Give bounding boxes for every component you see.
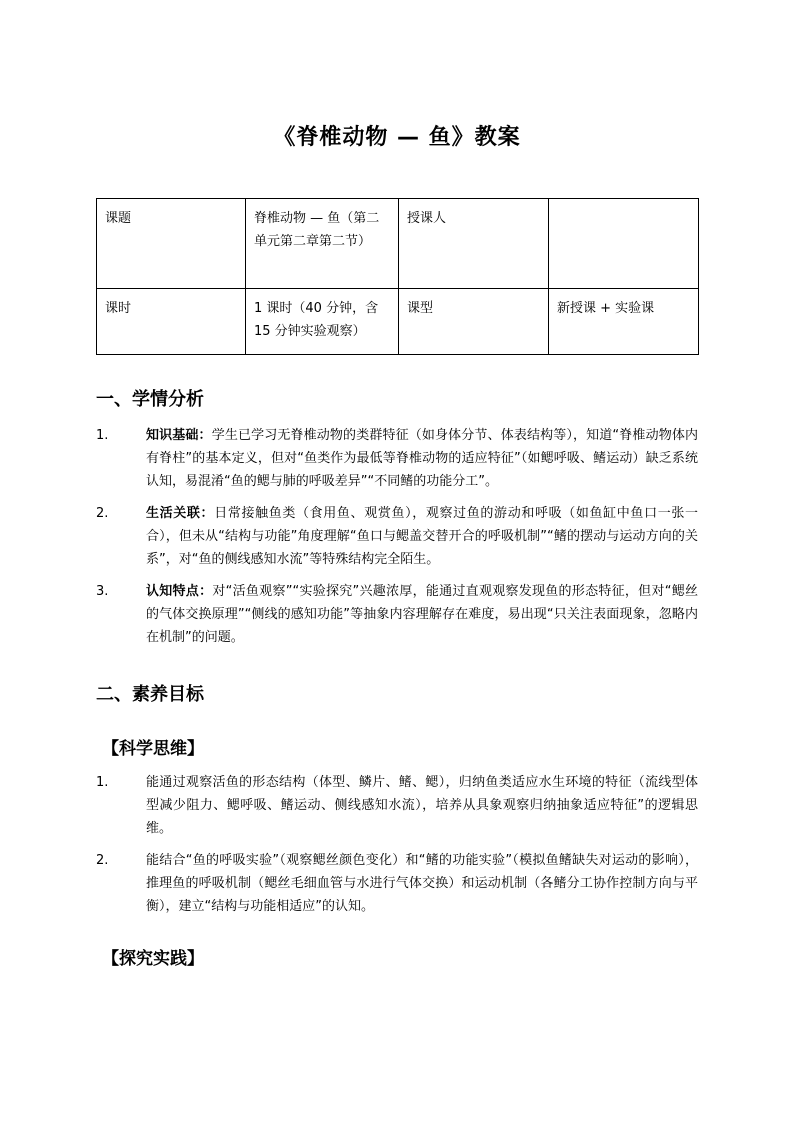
list-item bbox=[96, 771, 698, 840]
table-cell: 授课人 bbox=[399, 199, 549, 289]
table-cell: 课题 bbox=[97, 199, 246, 289]
table-row bbox=[97, 289, 699, 355]
item-label: 知识基础： bbox=[146, 428, 212, 443]
learner-analysis-list bbox=[96, 424, 698, 658]
scientific-thinking-list bbox=[96, 771, 698, 927]
item-label: 认知特点： bbox=[146, 584, 213, 599]
list-number: 2. bbox=[96, 506, 109, 521]
item-text: 能通过观察活鱼的形态结构（体型、鳞片、鳍、鳃），归纳鱼类适应水生环境的特征（流线型体型减少阻力、鳃呼吸、鳍运动、侧线感知水流），培养从具象观察归纳抽象适应特征”的逻辑思维。 bbox=[146, 775, 698, 836]
table-cell bbox=[549, 199, 699, 289]
item-text: 对“活鱼观察”“实验探究”兴趣浓厚，能通过直观观察发现鱼的形态特征，但对“鳃丝的气体交换原理”“侧线的感知功能”等抽象内容理解存在难度，易出现“只关注表面现象，忽略内在机制”的问题。 bbox=[146, 584, 698, 645]
item-text: 能结合“鱼的呼吸实验”（观察鳃丝颜色变化）和“鳍的功能实验”（模拟鱼鳍缺失对运动的影响），推理鱼的呼吸机制（鳃丝毛细血管与水进行气体交换）和运动机制（各鳍分工协作控制方向与平衡），建立“结构与功能相适应”的认知。 bbox=[146, 853, 698, 914]
subsection-heading: 【科学思维】 bbox=[102, 739, 204, 759]
item-label: 生活关联： bbox=[146, 506, 215, 521]
subsection-heading: 【探究实践】 bbox=[102, 949, 204, 969]
list-number: 1. bbox=[96, 775, 109, 790]
table-cell: 新授课 + 实验课 bbox=[549, 289, 699, 355]
document-title: 《脊椎动物 — 鱼》教案 bbox=[273, 125, 521, 150]
list-item bbox=[96, 580, 698, 649]
item-text: 日常接触鱼类（食用鱼、观赏鱼），观察过鱼的游动和呼吸（如鱼缸中鱼口一张一合），但未从“结构与功能”角度理解“鱼口与鳃盖交替开合的呼吸机制”“鳍的摆动与运动方向的关系”，对“鱼的侧线感知水流”等特殊结构完全陌生。 bbox=[146, 506, 698, 567]
list-number: 1. bbox=[96, 428, 109, 443]
list-number: 2. bbox=[96, 853, 109, 868]
table-cell: 课时 bbox=[97, 289, 246, 355]
section-heading: 二、素养目标 bbox=[96, 684, 204, 705]
table-cell: 课型 bbox=[399, 289, 549, 355]
list-number: 3. bbox=[96, 584, 109, 599]
list-item bbox=[96, 502, 698, 571]
lesson-info-table bbox=[96, 198, 699, 355]
section-heading: 一、学情分析 bbox=[96, 389, 204, 410]
list-item bbox=[96, 849, 698, 918]
list-item bbox=[96, 424, 698, 493]
table-cell: 1 课时（40 分钟，含 15 分钟实验观察） bbox=[246, 289, 399, 355]
table-cell: 脊椎动物 — 鱼（第二单元第二章第二节） bbox=[246, 199, 399, 289]
table-row bbox=[97, 199, 699, 289]
item-text: 学生已学习无脊椎动物的类群特征（如身体分节、体表结构等），知道“脊椎动物体内有脊柱”的基本定义，但对“鱼类作为最低等脊椎动物的适应特征”（如鳃呼吸、鳍运动）缺乏系统认知，易混淆“鱼的鳃与肺的呼吸差异”“不同鳍的功能分工”。 bbox=[146, 428, 698, 489]
